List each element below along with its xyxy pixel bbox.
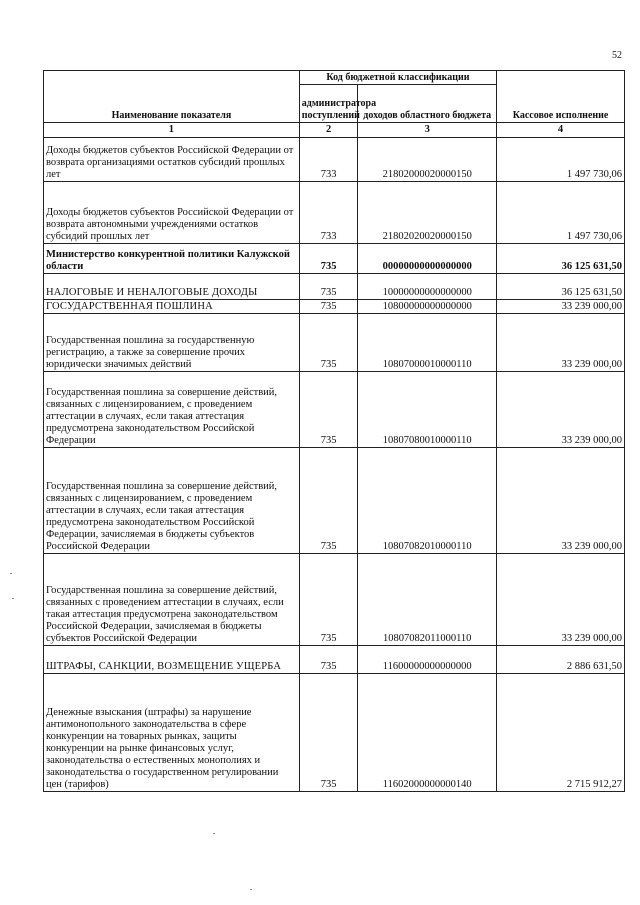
row-admin: 735 [299, 554, 358, 646]
col-number: 1 [44, 123, 300, 138]
row-amount: 33 239 000,00 [497, 554, 625, 646]
row-admin: 735 [299, 448, 358, 554]
row-name: НАЛОГОВЫЕ И НЕНАЛОГОВЫЕ ДОХОДЫ [44, 274, 300, 300]
scan-speck [213, 833, 215, 834]
row-code: 10807000010000110 [358, 314, 497, 372]
name-column-header: Наименование показателя [44, 71, 300, 123]
table-row [44, 138, 625, 182]
row-name: Государственная пошлина за государственную регистрацию, а также за совершение прочих юридически значимых действий [44, 314, 300, 372]
row-amount: 2 886 631,50 [497, 646, 625, 674]
table-row [44, 274, 625, 300]
col-number: 4 [497, 123, 625, 138]
row-amount: 33 239 000,00 [497, 372, 625, 448]
row-amount: 36 125 631,50 [497, 244, 625, 274]
row-admin: 735 [299, 300, 358, 314]
row-amount: 36 125 631,50 [497, 274, 625, 300]
row-amount: 33 239 000,00 [497, 314, 625, 372]
row-code: 10807082011000110 [358, 554, 497, 646]
table-row [44, 554, 625, 646]
row-name: Министерство конкурентной политики Калужской области [44, 244, 300, 274]
budget-table [43, 70, 625, 792]
row-code: 10000000000000000 [358, 274, 497, 300]
col-number: 2 [299, 123, 358, 138]
table-row [44, 300, 625, 314]
cash-column-header: Кассовое исполнение [497, 71, 625, 123]
row-admin: 733 [299, 182, 358, 244]
row-name: Доходы бюджетов субъектов Российской Федерации от возврата организациями остатков субсидий прошлых лет [44, 138, 300, 182]
table-row [44, 244, 625, 274]
row-code: 11600000000000000 [358, 646, 497, 674]
row-name: Денежные взыскания (штрафы) за нарушение антимонопольного законодательства в сфере конкуренции на товарных рынках, защиты конкуренции на рынке финансовых услуг, законодательства о естественных монополиях и законодательства о государственном регулировании цен (тарифов) [44, 674, 300, 792]
row-code: 10807080010000110 [358, 372, 497, 448]
row-amount: 1 497 730,06 [497, 138, 625, 182]
column-numbers-row [44, 123, 625, 138]
table-row [44, 314, 625, 372]
row-code: 10807082010000110 [358, 448, 497, 554]
row-amount: 33 239 000,00 [497, 448, 625, 554]
row-admin: 735 [299, 674, 358, 792]
row-code: 11602000000000140 [358, 674, 497, 792]
row-admin: 735 [299, 244, 358, 274]
row-amount: 33 239 000,00 [497, 300, 625, 314]
admin-column-header: администратора поступлений [299, 85, 358, 123]
row-name: Государственная пошлина за совершение действий, связанных с лицензированием, с проведением аттестации в случаях, если такая аттестация предусмотрена законодательством Российской Федерации, зачисляемая в бюджеты субъектов Российской Федерации [44, 448, 300, 554]
row-admin: 735 [299, 314, 358, 372]
row-name: Государственная пошлина за совершение действий, связанных с лицензированием, с проведением аттестации в случаях, если такая аттестация предусмотрена законодательством Российской Федерации [44, 372, 300, 448]
table-row [44, 448, 625, 554]
row-name: Государственная пошлина за совершение действий, связанных с проведением аттестации в случаях, если такая аттестация предусмотрена законодательством Российской Федерации, зачисляемая в бюджеты субъектов Российской Федерации [44, 554, 300, 646]
kbk-group-header: Код бюджетной классификации [299, 71, 496, 85]
table-row [44, 646, 625, 674]
row-admin: 735 [299, 274, 358, 300]
scan-speck [12, 598, 14, 599]
income-column-header: доходов областного бюджета [358, 85, 497, 123]
page-number: 52 [612, 50, 622, 61]
col-number: 3 [358, 123, 497, 138]
row-admin: 733 [299, 138, 358, 182]
row-admin: 735 [299, 646, 358, 674]
row-name: ГОСУДАРСТВЕННАЯ ПОШЛИНА [44, 300, 300, 314]
row-amount: 1 497 730,06 [497, 182, 625, 244]
row-code: 10800000000000000 [358, 300, 497, 314]
row-admin: 735 [299, 372, 358, 448]
row-name: ШТРАФЫ, САНКЦИИ, ВОЗМЕЩЕНИЕ УЩЕРБА [44, 646, 300, 674]
scan-speck [10, 573, 12, 574]
row-name: Доходы бюджетов субъектов Российской Федерации от возврата автономными учреждениями остатков субсидий прошлых лет [44, 182, 300, 244]
scan-speck [250, 889, 252, 890]
row-amount: 2 715 912,27 [497, 674, 625, 792]
row-code: 00000000000000000 [358, 244, 497, 274]
table-row [44, 182, 625, 244]
row-code: 21802000020000150 [358, 138, 497, 182]
row-code: 21802020020000150 [358, 182, 497, 244]
table-row [44, 674, 625, 792]
table-row [44, 372, 625, 448]
